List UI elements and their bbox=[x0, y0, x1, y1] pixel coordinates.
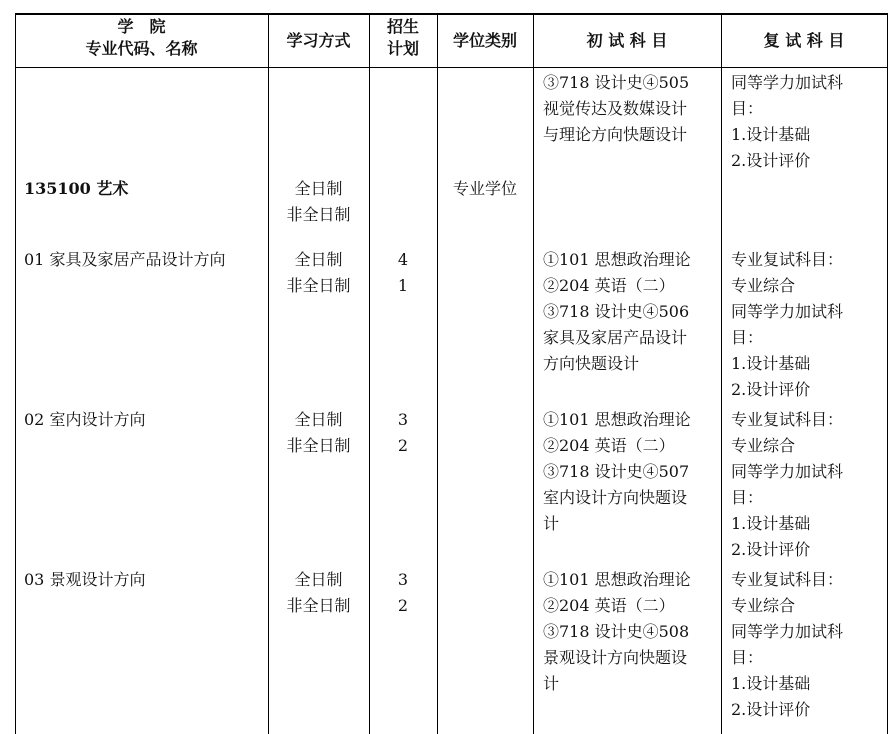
retest-line: 同等学力加试科 bbox=[731, 622, 844, 641]
retest-line: 专业综合 bbox=[731, 276, 796, 295]
exam-line: ①101 思想政治理论 bbox=[543, 250, 691, 269]
direction-study-modes bbox=[268, 407, 369, 459]
retest-line: 2.设计评价 bbox=[731, 700, 811, 719]
header-bottom-rule bbox=[15, 67, 888, 68]
retest-line: 2.设计评价 bbox=[731, 151, 811, 170]
column-divider bbox=[369, 14, 370, 734]
exam-line: 视觉传达及数媒设计 bbox=[543, 99, 688, 118]
column-divider bbox=[533, 14, 534, 734]
direction-study-modes bbox=[268, 567, 369, 619]
header-plan-line1: 招生 bbox=[386, 17, 419, 36]
retest-line: 2.设计评价 bbox=[731, 380, 811, 399]
direction-retest bbox=[731, 247, 843, 403]
exam-line: ②204 英语（二） bbox=[543, 596, 675, 615]
header-retest: 复 试 科 目 bbox=[763, 31, 845, 50]
header-plan-line2: 计划 bbox=[386, 39, 419, 58]
exam-line: 景观设计方向快题设 bbox=[543, 648, 688, 667]
direction-name: 01 家具及家居产品设计方向 bbox=[24, 250, 226, 269]
exam-line: ①101 思想政治理论 bbox=[543, 410, 691, 429]
plan-count: 2 bbox=[397, 596, 409, 615]
plan-count: 2 bbox=[397, 436, 409, 455]
exam-line: ①101 思想政治理论 bbox=[543, 570, 691, 589]
retest-line: 专业综合 bbox=[731, 436, 796, 455]
column-divider bbox=[268, 14, 269, 734]
plan-count: 3 bbox=[397, 410, 409, 429]
column-divider bbox=[437, 14, 438, 734]
column-divider bbox=[15, 14, 16, 734]
direction-study-modes bbox=[268, 247, 369, 299]
exam-line: ③718 设计史④505 bbox=[543, 73, 690, 92]
retest-line: 1.设计基础 bbox=[731, 125, 811, 144]
continuation-retest bbox=[731, 70, 843, 174]
plan-count: 4 bbox=[397, 250, 409, 269]
header-college-line1: 学 院 bbox=[117, 17, 166, 36]
direction-plans bbox=[369, 407, 437, 459]
header-college bbox=[15, 16, 268, 60]
study-mode: 非全日制 bbox=[286, 205, 351, 224]
study-mode: 非全日制 bbox=[286, 276, 351, 295]
direction-name: 03 景观设计方向 bbox=[24, 570, 146, 589]
study-mode: 全日制 bbox=[294, 410, 343, 429]
column-divider bbox=[887, 14, 888, 734]
retest-line: 1.设计基础 bbox=[731, 354, 811, 373]
exam-line: ③718 设计史④507 bbox=[543, 462, 690, 481]
study-mode: 全日制 bbox=[294, 570, 343, 589]
study-mode: 全日制 bbox=[294, 179, 343, 198]
exam-line: ②204 英语（二） bbox=[543, 436, 675, 455]
major-code-name: 135100 艺术 bbox=[24, 179, 129, 198]
exam-line: 家具及家居产品设计 bbox=[543, 328, 688, 347]
continuation-exam bbox=[543, 70, 689, 148]
retest-line: 目： bbox=[731, 488, 764, 507]
exam-line: ③718 设计史④506 bbox=[543, 302, 690, 321]
exam-line: ③718 设计史④508 bbox=[543, 622, 690, 641]
plan-count: 3 bbox=[397, 570, 409, 589]
retest-line: 目： bbox=[731, 648, 764, 667]
exam-line: ②204 英语（二） bbox=[543, 276, 675, 295]
direction-exam bbox=[543, 407, 691, 537]
exam-line: 计 bbox=[543, 674, 560, 693]
exam-line: 方向快题设计 bbox=[543, 354, 640, 373]
exam-line: 室内设计方向快题设 bbox=[543, 488, 688, 507]
major-degree-type: 专业学位 bbox=[452, 179, 517, 198]
direction-plans bbox=[369, 247, 437, 299]
header-study-mode: 学习方式 bbox=[286, 31, 351, 50]
retest-line: 专业复试科目： bbox=[731, 410, 844, 429]
retest-line: 目： bbox=[731, 99, 764, 118]
direction-retest bbox=[731, 567, 843, 723]
retest-line: 专业复试科目： bbox=[731, 570, 844, 589]
direction-exam bbox=[543, 567, 691, 697]
table-top-rule bbox=[15, 13, 888, 15]
retest-line: 同等学力加试科 bbox=[731, 462, 844, 481]
retest-line: 同等学力加试科 bbox=[731, 302, 844, 321]
direction-exam bbox=[543, 247, 691, 377]
retest-line: 专业综合 bbox=[731, 596, 796, 615]
header-initial-exam: 初 试 科 目 bbox=[586, 31, 668, 50]
study-mode: 全日制 bbox=[294, 250, 343, 269]
major-study-modes bbox=[268, 176, 369, 228]
retest-line: 1.设计基础 bbox=[731, 514, 811, 533]
direction-retest bbox=[731, 407, 843, 563]
retest-line: 2.设计评价 bbox=[731, 540, 811, 559]
exam-line: 计 bbox=[543, 514, 560, 533]
retest-line: 专业复试科目： bbox=[731, 250, 844, 269]
header-college-line2: 专业代码、名称 bbox=[85, 39, 198, 58]
plan-count: 1 bbox=[397, 276, 409, 295]
column-divider bbox=[721, 14, 722, 734]
study-mode: 非全日制 bbox=[286, 436, 351, 455]
retest-line: 同等学力加试科 bbox=[731, 73, 844, 92]
direction-name: 02 室内设计方向 bbox=[24, 410, 146, 429]
header-enrollment-plan bbox=[369, 16, 437, 60]
exam-line: 与理论方向快题设计 bbox=[543, 125, 688, 144]
header-degree-type: 学位类别 bbox=[452, 31, 517, 50]
retest-line: 目： bbox=[731, 328, 764, 347]
direction-plans bbox=[369, 567, 437, 619]
retest-line: 1.设计基础 bbox=[731, 674, 811, 693]
study-mode: 非全日制 bbox=[286, 596, 351, 615]
